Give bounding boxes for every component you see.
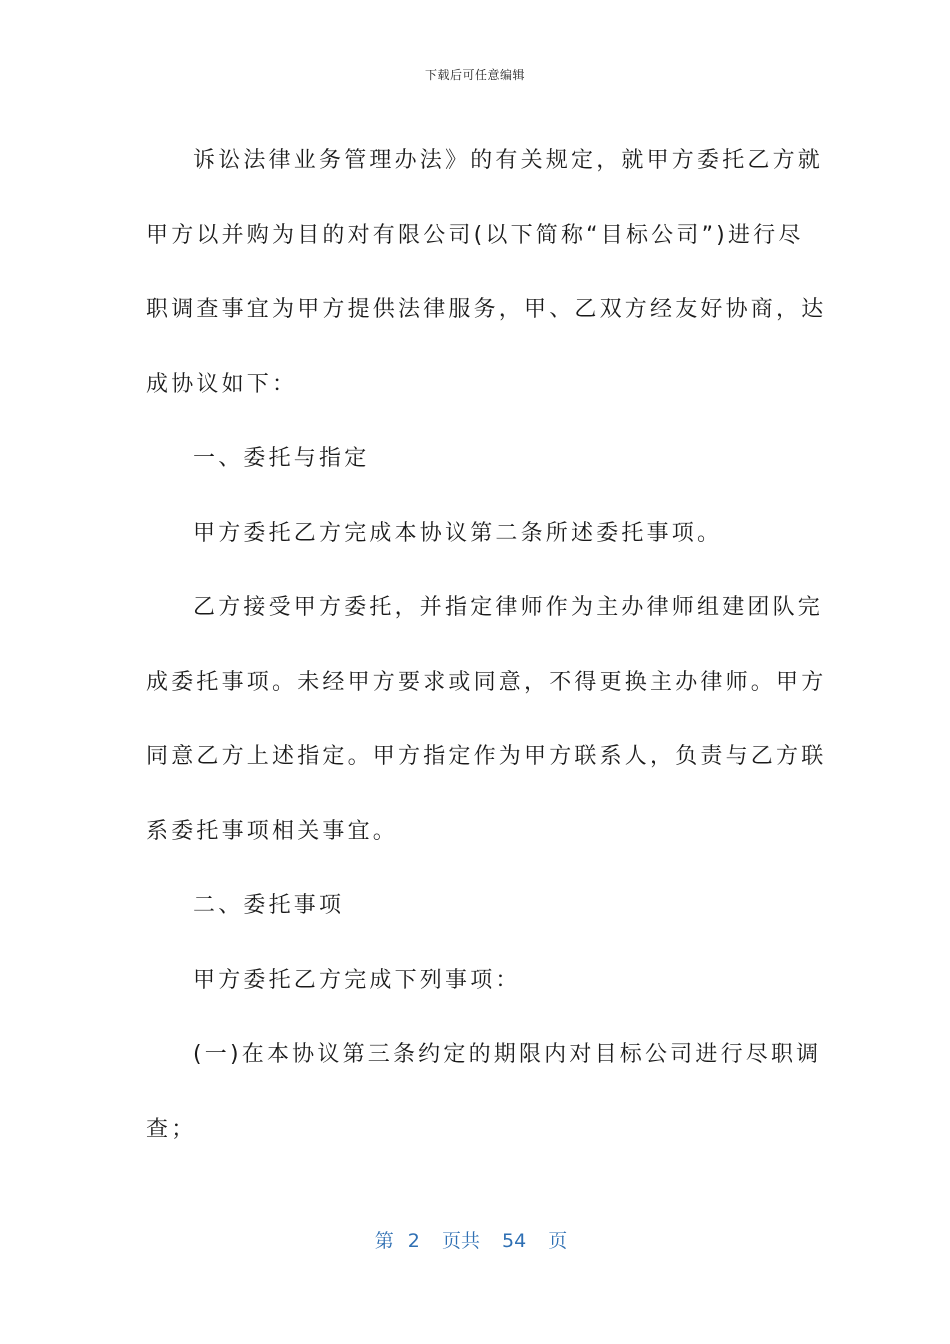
paragraph-line: 甲方委托乙方完成本协议第二条所述委托事项。 [193, 520, 723, 546]
paragraph-line: 甲方委托乙方完成下列事项： [193, 967, 521, 993]
paragraph-line: 诉讼法律业务管理办法》的有关规定，就甲方委托乙方就 [193, 148, 824, 173]
section-heading: 一、委托与指定 [193, 446, 370, 471]
paragraph-line: 乙方接受甲方委托，并指定律师作为主办律师组建团队完 [193, 595, 824, 620]
current-page-number: 2 [407, 1230, 420, 1252]
page-label-prefix: 第 [374, 1230, 394, 1252]
paragraph-line: 查； [146, 1116, 197, 1142]
page-label-suffix: 页 [548, 1230, 568, 1252]
section-heading: 二、委托事项 [193, 893, 345, 918]
paragraph-line: 成委托事项。未经甲方要求或同意，不得更换主办律师。甲方 [146, 669, 827, 695]
paragraph-line: 职调查事宜为甲方提供法律服务，甲、乙双方经友好协商，达 [146, 297, 827, 322]
paragraph-line: 系委托事项相关事宜。 [146, 818, 399, 844]
paragraph-line: 甲方以并购为目的对有限公司(以下简称“目标公司”)进行尽 [146, 222, 804, 248]
page-label-mid: 页共 [441, 1230, 480, 1252]
paragraph-line: 同意乙方上述指定。甲方指定作为甲方联系人，负责与乙方联 [146, 744, 827, 769]
document-body [146, 124, 827, 1167]
page-footer [0, 1226, 950, 1253]
page-header: 下载后可任意编辑 [424, 68, 525, 82]
paragraph-line: 成协议如下： [146, 371, 298, 397]
total-pages-number: 54 [502, 1230, 527, 1252]
paragraph-line: (一)在本协议第三条约定的期限内对目标公司进行尽职调 [193, 1042, 822, 1067]
